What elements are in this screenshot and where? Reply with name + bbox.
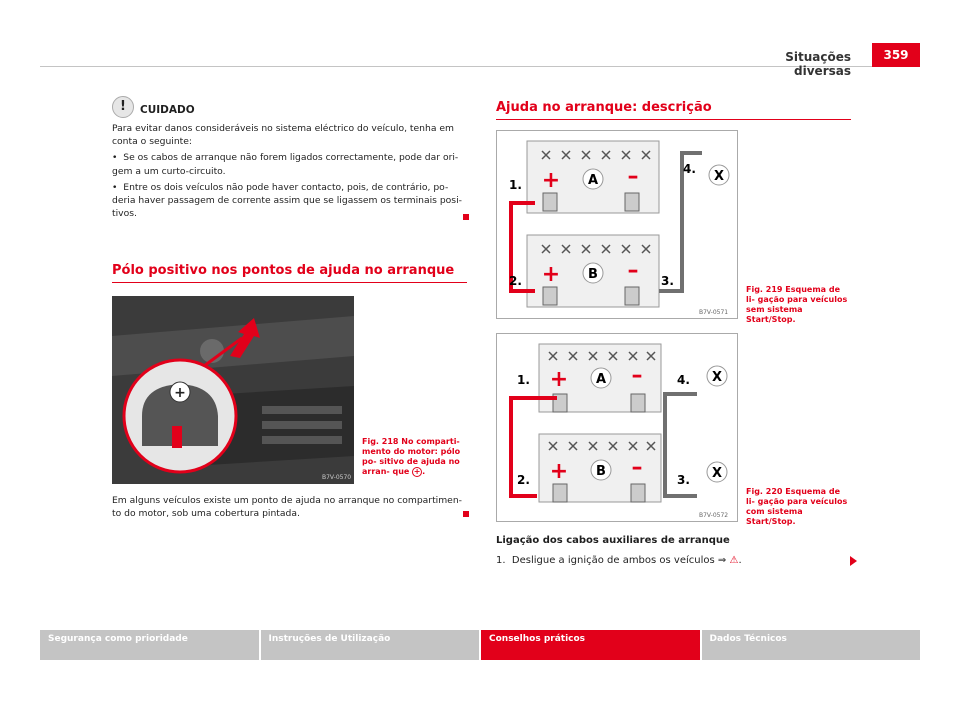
fig219-label-a: A: [587, 173, 599, 188]
fig220-label-b: B: [596, 464, 606, 479]
continue-arrow-icon: [850, 556, 857, 566]
plus-circle-icon: +: [413, 467, 421, 476]
section-title-positive-pole: Pólo positivo nos pontos de ajuda no arranque: [112, 263, 467, 283]
figure-220-wiring-diagram: [496, 333, 738, 522]
footer-tab-safety[interactable]: Segurança como prioridade: [40, 630, 259, 660]
fig219-label-b: B: [588, 267, 598, 282]
caution-bullet: • Entre os dois veículos não pode haver contacto, pois, de contrário, po- deria haver passagem de corrente assim que se ligassem os terminais posi- tivos.: [112, 181, 462, 220]
fig220-label-1: 1.: [517, 373, 530, 387]
fig219-code: B7V-0571: [699, 309, 729, 316]
figure-220-caption: Fig. 220 Esquema de li- gação para veículos com sistema Start/Stop.: [746, 487, 848, 526]
figure-219-caption: Fig. 219 Esquema de li- gação para veículos sem sistema Start/Stop.: [746, 285, 848, 324]
footer-tab-technical-data[interactable]: Dados Técnicos: [702, 630, 921, 660]
fig219-label-x: X: [713, 169, 725, 184]
fig220-plus-bottom: +: [549, 459, 569, 484]
caution-box: [112, 96, 467, 223]
warning-exclamation-icon: !: [112, 96, 134, 118]
footer-tab-practical-tips[interactable]: Conselhos práticos: [481, 630, 700, 660]
figure-218-engine-photo: [112, 296, 354, 484]
fig220-plus-top: +: [549, 367, 569, 392]
fig220-code: B7V-0572: [699, 512, 729, 519]
caution-bullet: • Se os cabos de arranque não forem ligados correctamente, pode dar ori- gem a um curto-circuito.: [112, 152, 459, 177]
fig219-label-3: 3.: [661, 274, 674, 288]
chapter-title: Situações diversas: [785, 50, 851, 78]
subsection-title-cable-connection: Ligação dos cabos auxiliares de arranque: [496, 535, 730, 546]
fig220-minus-bottom: –: [631, 455, 643, 480]
page-number: 359: [872, 43, 920, 67]
figure-219-wiring-diagram: [496, 130, 738, 319]
fig220-label-x-top: X: [711, 370, 723, 385]
fig220-label-a: A: [595, 372, 607, 387]
caution-intro: Para evitar danos consideráveis no sistema eléctrico do veículo, tenha em conta o seguinte:: [112, 123, 454, 148]
section-title-jump-start: Ajuda no arranque: descrição: [496, 100, 851, 120]
caution-title: CUIDADO: [140, 104, 195, 117]
step-1: 1. Desligue a ignição de ambos os veículos ⇒ ⚠.: [496, 555, 742, 566]
fig220-label-4: 4.: [677, 373, 690, 387]
fig219-plus-bottom: +: [541, 262, 561, 287]
fig220-label-x-bottom: X: [711, 466, 723, 481]
fig219-minus-top: –: [627, 164, 639, 189]
fig220-label-2: 2.: [517, 473, 530, 487]
fig218-plus-label: +: [174, 385, 186, 401]
fig219-label-1: 1.: [509, 178, 522, 192]
footer-tab-instructions[interactable]: Instruções de Utilização: [261, 630, 480, 660]
fig220-label-3: 3.: [677, 473, 690, 487]
positive-pole-paragraph: Em alguns veículos existe um ponto de ajuda no arranque no compartimen- to do motor, sob uma cobertura pintada.: [112, 495, 462, 519]
warning-triangle-icon[interactable]: ⚠: [729, 555, 739, 566]
fig219-label-4: 4.: [683, 162, 696, 176]
footer-nav: [40, 630, 920, 660]
fig219-minus-bottom: –: [627, 258, 639, 283]
figure-218-caption: Fig. 218 No comparti- mento do motor: pólo po- sitivo de ajuda no arran- que + .: [362, 437, 461, 476]
fig218-code: B7V-0570: [322, 474, 352, 481]
section-end-marker: [463, 214, 469, 220]
fig219-label-2: 2.: [509, 274, 522, 288]
fig219-plus-top: +: [541, 168, 561, 193]
section-end-marker: [463, 511, 469, 517]
fig220-minus-top: –: [631, 363, 643, 388]
